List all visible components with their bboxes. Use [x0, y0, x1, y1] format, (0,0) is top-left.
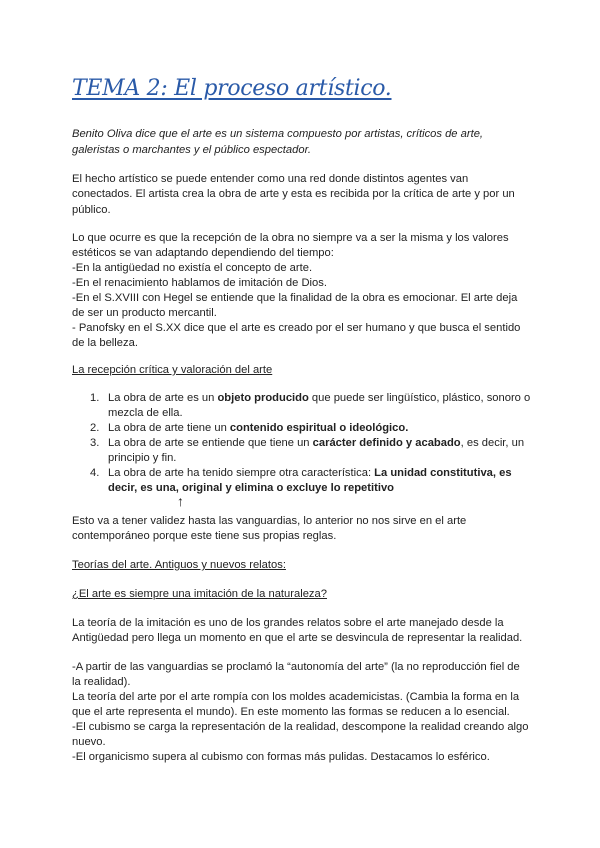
- up-arrow-icon: ↑: [177, 493, 184, 509]
- para1-line-3: público.: [72, 204, 111, 216]
- para2-line-7: - Panofsky en el S.XX dice que el arte es creado por el ser humano y que busca el sentido: [72, 322, 521, 334]
- list-item-cont: decir, es una, original y elimina o excluye lo repetitivo: [108, 482, 395, 494]
- para5-line-5: -El cubismo se carga la representación de la realidad, descompone la realidad creando algo: [72, 721, 529, 733]
- list-item-cont: mezcla de ella.: [108, 407, 183, 419]
- page-title: TEMA 2: El proceso artístico.: [72, 76, 392, 101]
- list-item: 2. La obra de arte tiene un contenido espiritual o ideológico.: [90, 422, 409, 434]
- para2-line-1: Lo que ocurre es que la recepción de la obra no siempre va a ser la misma y los valores: [72, 232, 509, 244]
- para5-line-3: La teoría del arte por el arte rompía con los moldes academicistas. (Cambia la forma en la: [72, 691, 520, 703]
- para5-line-1: -A partir de las vanguardias se proclamó la “autonomía del arte” (la no reproducción fiel de: [72, 661, 520, 673]
- para3-line-1: Esto va a tener validez hasta las vanguardias, lo anterior no nos sirve en el arte: [72, 515, 467, 527]
- para4-line-1: La teoría de la imitación es uno de los grandes relatos sobre el arte manejado desde la: [72, 617, 504, 629]
- list-item: 1. La obra de arte es un objeto producido que puede ser lingüístico, plástico, sonoro o: [90, 392, 531, 404]
- list-item: 4. La obra de arte ha tenido siempre otra característica: La unidad constitutiva, es: [90, 467, 512, 479]
- para2-line-5: -En el S.XVIII con Hegel se entiende que la finalidad de la obra es emocionar. El arte deja: [72, 292, 518, 304]
- para2-line-3: -En la antigüedad no existía el concepto de arte.: [72, 262, 313, 274]
- para2-line-2: estéticos se van adaptando dependiendo del tiempo:: [72, 247, 334, 259]
- para2-line-8: de la belleza.: [72, 337, 138, 349]
- para3-line-2: contemporáneo porque este tiene sus propias reglas.: [72, 530, 337, 542]
- para2-line-6: de ser un producto mercantil.: [72, 307, 217, 319]
- heading-imitacion: ¿El arte es siempre una imitación de la naturaleza?: [72, 588, 327, 600]
- para2-line-4: -En el renacimiento hablamos de imitación de Dios.: [72, 277, 327, 289]
- intro-line-1: Benito Oliva dice que el arte es un sistema compuesto por artistas, críticos de arte,: [72, 128, 484, 140]
- para1-line-2: conectados. El artista crea la obra de arte y esta es recibida por la crítica de arte y por un: [72, 188, 515, 200]
- heading-recepcion: La recepción crítica y valoración del arte: [72, 364, 273, 376]
- para4-line-2: Antigüedad pero llega un momento en que el arte se desvincula de representar la realidad.: [72, 632, 523, 644]
- para5-line-2: la realidad).: [72, 676, 131, 688]
- para5-line-4: que el arte representa el mundo). En este momento las formas se reducen a lo esencial.: [72, 706, 510, 718]
- intro-line-2: galeristas o marchantes y el público espectador.: [72, 144, 312, 156]
- para5-line-7: -El organicismo supera al cubismo con formas más pulidas. Destacamos lo esférico.: [72, 751, 490, 763]
- list-item-cont: principio y fin.: [108, 452, 177, 464]
- para5-line-6: nuevo.: [72, 736, 106, 748]
- heading-teorias: Teorías del arte. Antiguos y nuevos relatos:: [72, 559, 286, 571]
- list-item: 3. La obra de arte se entiende que tiene un carácter definido y acabado, es decir, un: [90, 437, 525, 449]
- para1-line-1: El hecho artístico se puede entender como una red donde distintos agentes van: [72, 173, 469, 185]
